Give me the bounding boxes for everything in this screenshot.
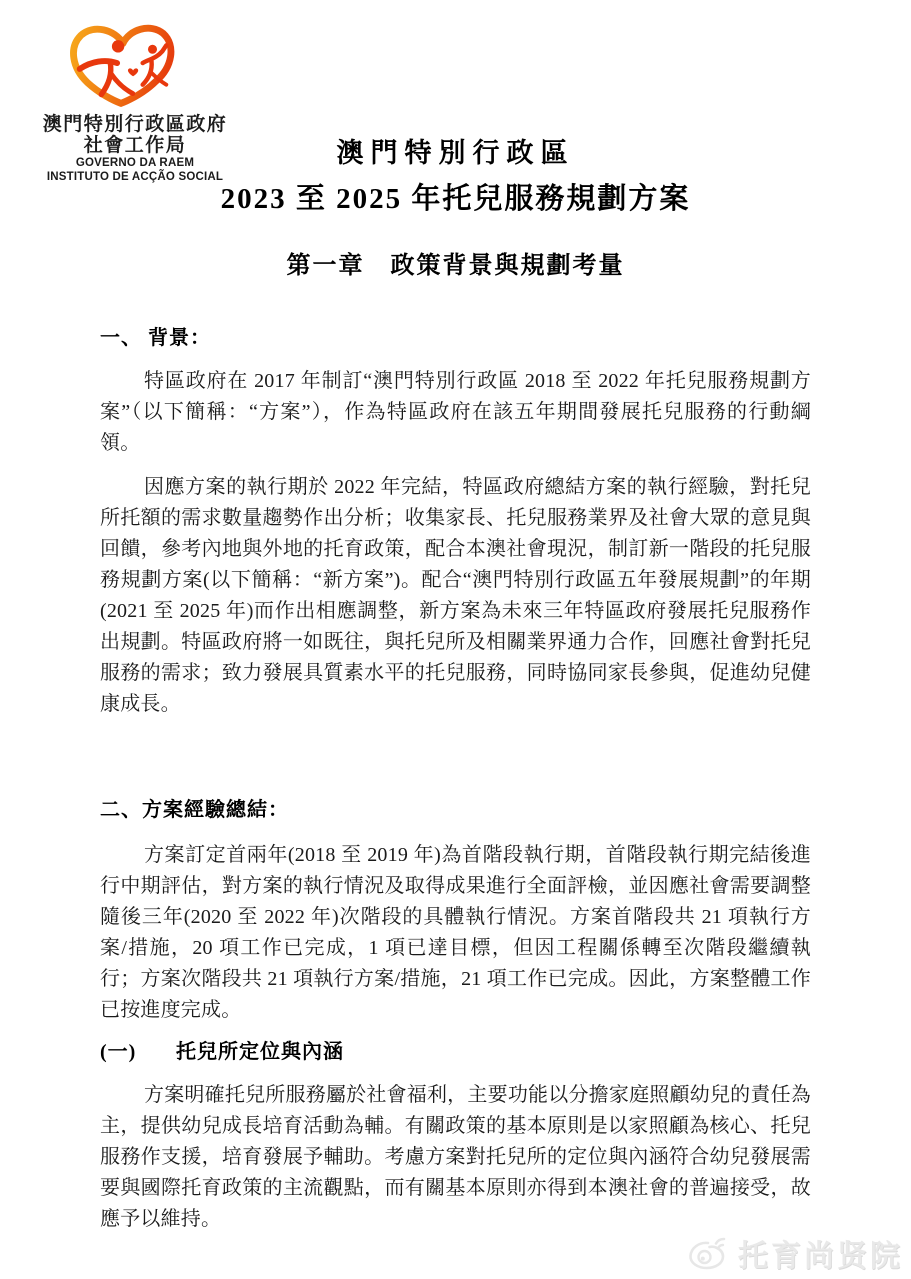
document-title bbox=[0, 131, 911, 217]
subsection1-title: 托兒所定位與內涵 bbox=[176, 1041, 344, 1063]
section2-heading: 二、方案經驗總結： bbox=[100, 799, 289, 821]
section1-heading: 一、 背景： bbox=[100, 327, 211, 349]
watermark-text: 托育尚贤院 bbox=[738, 1240, 903, 1273]
org-name-zh-line1: 澳門特別行政區政府 bbox=[42, 114, 228, 135]
subsection1-paragraph1: 方案明確托兒所服務屬於社會福利，主要功能以分擔家庭照顧幼兒的責任為主，提供幼兒成長培育活動為輔。有關政策的基本原則是以家照顧為核心、托兒服務作支援，培育發展予輔助。考慮方案對托兒所的定位與內涵符合幼兒發展需要與國際托育政策的主流觀點，而有關基本原則亦得到本澳社會的普遍接受，故應予以維持。 bbox=[100, 1084, 811, 1230]
section1-paragraph1: 特區政府在 2017 年制訂“澳門特別行政區 2018 至 2022 年托兒服務規劃方案”（以下簡稱：“方案”），作為特區政府在該五年期間發展托兒服務的行動綱領。 bbox=[100, 370, 811, 454]
subsection1-label: (一) bbox=[100, 1041, 137, 1063]
document-title-line1: 澳門特別行政區 bbox=[336, 138, 575, 168]
document-title-line2: 2023 至 2025 年托兒服務規劃方案 bbox=[220, 183, 691, 215]
weibo-icon bbox=[687, 1234, 731, 1272]
section2-paragraph1: 方案訂定首兩年(2018 至 2019 年)為首階段執行期，首階段執行期完結後進行中期評估，對方案的執行情況及取得成果進行全面評檢，並因應社會需要調整隨後三年(2020 至 2022 年)次階段的具體執行情況。方案首階段共 21 項執行方案/措施，20 項工作已完成，1 項已達目標，但因工程關係轉至次階段繼續執行；方案次階段共 21 項執行方案/措施，21 項工作已完成。因此，方案整體工作已按進度完成。 bbox=[100, 844, 811, 1021]
subsection1-heading bbox=[100, 1035, 811, 1064]
org-name-pt-line2: INSTITUTO DE ACÇÃO SOCIAL bbox=[46, 170, 224, 183]
org-name-zh-line2: 社會工作局 bbox=[83, 135, 187, 156]
watermark bbox=[687, 1231, 903, 1275]
org-name-pt-line1: GOVERNO DA RAEM bbox=[75, 157, 195, 169]
heart-logo-icon bbox=[64, 20, 182, 112]
chapter-heading: 第一章 政策背景與規劃考量 bbox=[286, 253, 625, 279]
section1-paragraph2: 因應方案的執行期於 2022 年完結，特區政府總結方案的執行經驗，對托兒所托額的需求數量趨勢作出分析；收集家長、托兒服務業界及社會大眾的意見與回饋，參考內地與外地的托育政策，配合本澳社會現況，制訂新一階段的托兒服務規劃方案(以下簡稱：“新方案”)。配合“澳門特別行政區五年發展規劃”的年期(2021 至 2025 年)而作出相應調整，新方案為未來三年特區政府發展托兒服務作出規劃。特區政府將一如既往，與托兒所及相關業界通力合作，回應社會對托兒服務的需求；致力發展具質素水平的托兒服務，同時協同家長參與，促進幼兒健康成長。 bbox=[100, 476, 811, 715]
